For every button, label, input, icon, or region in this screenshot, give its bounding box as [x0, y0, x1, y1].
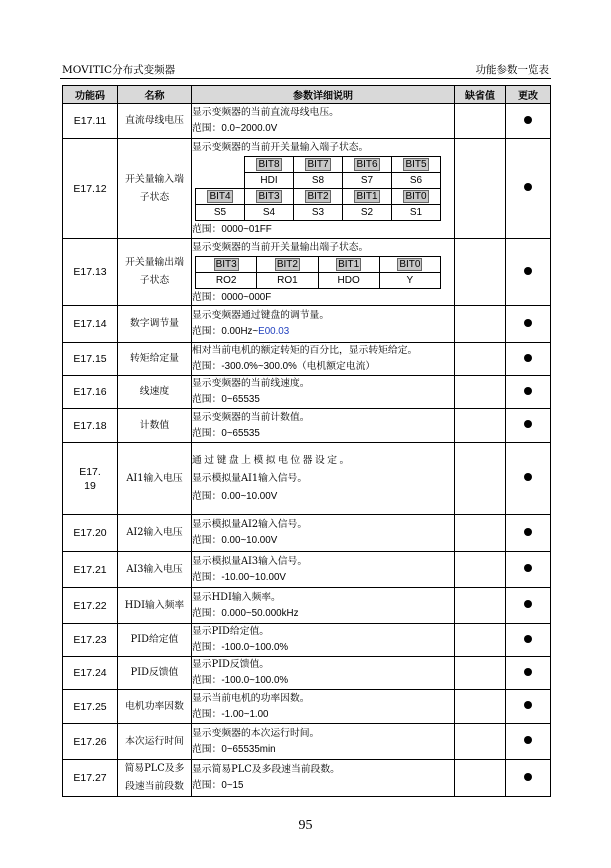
bit-value: S6 [392, 173, 441, 189]
param-default [455, 343, 506, 376]
modifiable-dot-icon [524, 528, 532, 536]
param-desc [192, 306, 455, 343]
desc-line: 显示变频器的当前开关量输出端子状态。 [192, 241, 369, 253]
param-name: AI1输入电压 [118, 443, 192, 515]
param-change [506, 443, 551, 515]
desc-line: 范围：-300.0%~300.0%（电机额定电流） [192, 361, 376, 372]
col-name: 名称 [118, 86, 192, 104]
param-name: 计数值 [118, 409, 192, 443]
table-row [63, 239, 551, 306]
table-header-row [63, 86, 551, 104]
table-row [63, 443, 551, 515]
param-desc [192, 104, 455, 139]
param-default [455, 657, 506, 690]
param-name [118, 760, 192, 797]
desc-line: 范围：0~65535 [192, 394, 260, 405]
modifiable-dot-icon [524, 564, 532, 572]
param-desc [192, 552, 455, 588]
table-row [63, 624, 551, 657]
table-row [63, 515, 551, 552]
bit-label: BIT6 [356, 159, 378, 170]
desc-line: 显示模拟量AI3输入信号。 [192, 555, 308, 567]
param-desc [192, 588, 455, 624]
desc-line: 范围：0~15 [192, 780, 244, 791]
code-line: 19 [84, 479, 96, 492]
param-name: PID反馈值 [118, 657, 192, 690]
desc-line: 范围：0.000~50.000kHz [192, 607, 299, 619]
param-change [506, 306, 551, 343]
param-desc [192, 657, 455, 690]
bit-label: BIT3 [258, 191, 280, 202]
desc-line: 范围：0~65535 [192, 427, 260, 439]
desc-line: 显示变频器的当前计数值。 [192, 411, 310, 423]
col-change: 更改 [506, 86, 551, 104]
param-code: E17.24 [63, 657, 118, 690]
bit-label: BIT7 [307, 159, 329, 170]
name-line: 开关量输入端 [125, 173, 184, 185]
bit-label: BIT3 [215, 258, 237, 270]
bit-value: RO2 [196, 272, 257, 288]
param-change [506, 139, 551, 239]
param-default [455, 376, 506, 409]
param-desc [192, 443, 455, 515]
desc-line: 范围：0~65535min [192, 743, 276, 755]
param-default [455, 306, 506, 343]
param-name: 转矩给定量 [118, 343, 192, 376]
modifiable-dot-icon [524, 600, 532, 608]
table-row [63, 690, 551, 724]
table-row [63, 552, 551, 588]
table-row [63, 760, 551, 797]
col-default: 缺省值 [455, 86, 506, 104]
table-row [63, 724, 551, 760]
param-name: 线速度 [118, 376, 192, 409]
desc-line: 相对当前电机的额定转矩的百分比，显示转矩给定。 [192, 345, 418, 356]
param-default [455, 624, 506, 657]
param-default [455, 104, 506, 139]
param-code: E17.13 [63, 239, 118, 306]
param-code: E17.16 [63, 376, 118, 409]
param-link[interactable]: E00.03 [258, 326, 290, 337]
desc-line: 范围：0000~000F [192, 291, 272, 303]
modifiable-dot-icon [524, 319, 532, 327]
output-bit-table [195, 256, 441, 289]
desc-line: 显示模拟量AI2输入信号。 [192, 519, 308, 530]
code-line: E17. [79, 465, 101, 478]
param-default [455, 515, 506, 552]
desc-line: 范围：-10.00~10.00V [192, 571, 286, 583]
param-code: E17.23 [63, 624, 118, 657]
bit-value: S5 [196, 205, 245, 221]
param-change [506, 760, 551, 797]
name-line: 段速当前段数 [125, 781, 184, 792]
param-code: E17.22 [63, 588, 118, 624]
range-text: 范围：0.00Hz~ [192, 326, 259, 337]
param-code: E17.18 [63, 409, 118, 443]
bit-value: S7 [343, 173, 392, 189]
modifiable-dot-icon [524, 668, 532, 676]
table-row [63, 104, 551, 139]
param-change [506, 588, 551, 624]
param-default [455, 443, 506, 515]
desc-line: 显示简易PLC及多段速当前段数。 [192, 764, 340, 775]
modifiable-dot-icon [524, 420, 532, 428]
modifiable-dot-icon [524, 387, 532, 395]
param-default [455, 239, 506, 306]
param-code: E17.15 [63, 343, 118, 376]
bit-label: BIT0 [405, 191, 427, 202]
desc-line: 显示模拟量AI1输入信号。 [192, 472, 308, 484]
name-line: 子状态 [139, 191, 170, 203]
desc-line: 范围：-100.0~100.0% [192, 642, 289, 653]
param-change [506, 552, 551, 588]
param-code: E17.11 [63, 104, 118, 139]
header-left: MOVITIC分布式变频器 [62, 64, 176, 76]
header-rule [60, 78, 551, 79]
bit-label: BIT4 [209, 191, 231, 202]
bit-label: BIT2 [276, 258, 298, 270]
desc-line: 范围：0000~01FF [192, 224, 272, 235]
param-desc [192, 724, 455, 760]
param-code: E17.20 [63, 515, 118, 552]
modifiable-dot-icon [524, 183, 532, 191]
param-name: AI3输入电压 [118, 552, 192, 588]
param-change [506, 515, 551, 552]
desc-line: 显示当前电机的功率因数。 [192, 692, 310, 704]
param-default [455, 409, 506, 443]
param-name [118, 239, 192, 306]
param-name: 本次运行时间 [118, 724, 192, 760]
bit-value: Y [379, 272, 440, 288]
param-default [455, 724, 506, 760]
param-code: E17.12 [63, 139, 118, 239]
param-name: HDI输入频率 [118, 588, 192, 624]
modifiable-dot-icon [524, 267, 532, 275]
bit-value: S4 [245, 205, 294, 221]
param-desc [192, 139, 455, 239]
bit-value: HDI [245, 173, 294, 189]
header-right: 功能参数一览表 [475, 64, 549, 76]
bit-label: BIT0 [399, 258, 421, 270]
bit-value: S3 [294, 205, 343, 221]
modifiable-dot-icon [524, 116, 532, 124]
param-name: 数字调节量 [118, 306, 192, 343]
param-default [455, 690, 506, 724]
desc-line: 显示变频器通过键盘的调节量。 [192, 310, 330, 321]
desc-line: 显示HDI输入频率。 [192, 591, 281, 603]
table-row [63, 139, 551, 239]
bit-value: S8 [294, 173, 343, 189]
param-code: E17.14 [63, 306, 118, 343]
table-row [63, 343, 551, 376]
desc-line: 显示变频器的当前直流母线电压。 [192, 107, 339, 118]
param-change [506, 376, 551, 409]
param-name: PID给定值 [118, 624, 192, 657]
col-code: 功能码 [63, 86, 118, 104]
param-code: E17.21 [63, 552, 118, 588]
param-code: E17.26 [63, 724, 118, 760]
param-name: 直流母线电压 [118, 104, 192, 139]
input-bit-table [195, 156, 441, 221]
param-change [506, 239, 551, 306]
param-name: AI2输入电压 [118, 515, 192, 552]
modifiable-dot-icon [524, 773, 532, 781]
col-desc: 参数详细说明 [192, 86, 455, 104]
param-desc [192, 409, 455, 443]
param-default [455, 588, 506, 624]
param-default [455, 552, 506, 588]
page-number: 95 [298, 818, 313, 833]
name-line: 子状态 [139, 275, 170, 286]
modifiable-dot-icon [524, 701, 532, 709]
modifiable-dot-icon [524, 473, 532, 481]
param-desc [192, 760, 455, 797]
desc-line: 范围：0.00~10.00V [192, 535, 278, 546]
param-name [118, 139, 192, 239]
param-name: 电机功率因数 [118, 690, 192, 724]
table-row [63, 588, 551, 624]
desc-line [192, 324, 454, 340]
param-default [455, 760, 506, 797]
param-change [506, 690, 551, 724]
name-line: 开关量输出端 [125, 257, 184, 268]
param-desc [192, 343, 455, 376]
param-code [63, 443, 118, 515]
desc-line: 显示变频器的本次运行时间。 [192, 727, 320, 739]
desc-line: 显示PID反馈值。 [192, 659, 270, 670]
desc-line: 范围：-1.00~1.00 [192, 708, 269, 720]
modifiable-dot-icon [524, 354, 532, 362]
param-change [506, 343, 551, 376]
bit-value: S2 [343, 205, 392, 221]
param-desc [192, 376, 455, 409]
desc-line: 范围：0.0~2000.0V [192, 123, 278, 134]
table-row [63, 409, 551, 443]
table-row [63, 306, 551, 343]
param-code: E17.25 [63, 690, 118, 724]
bit-label: BIT8 [258, 159, 280, 170]
param-change [506, 657, 551, 690]
desc-line: 显示PID给定值。 [192, 626, 270, 637]
name-line: 简易PLC及多 [124, 763, 185, 774]
bit-value: S1 [392, 205, 441, 221]
param-desc [192, 239, 455, 306]
bit-label: BIT1 [356, 191, 378, 202]
bit-label: BIT1 [338, 258, 360, 270]
desc-line: 显示变频器的当前开关量输入端子状态。 [192, 142, 369, 153]
param-change [506, 724, 551, 760]
desc-line: 范围：0.00~10.00V [192, 490, 278, 502]
modifiable-dot-icon [524, 736, 532, 744]
param-change [506, 104, 551, 139]
param-code: E17.27 [63, 760, 118, 797]
desc-line: 显示变频器的当前线速度。 [192, 378, 310, 389]
param-change [506, 624, 551, 657]
bit-label: BIT5 [405, 159, 427, 170]
desc-line: 通过键盘上模拟电位器设定。 [192, 454, 352, 466]
table-row [63, 657, 551, 690]
param-desc [192, 624, 455, 657]
param-desc [192, 515, 455, 552]
param-desc [192, 690, 455, 724]
bit-value: RO1 [257, 272, 318, 288]
parameter-table [62, 85, 551, 797]
bit-label: BIT2 [307, 191, 329, 202]
bit-value: HDO [318, 272, 379, 288]
table-row [63, 376, 551, 409]
param-default [455, 139, 506, 239]
modifiable-dot-icon [524, 635, 532, 643]
param-change [506, 409, 551, 443]
desc-line: 范围：-100.0~100.0% [192, 675, 289, 686]
